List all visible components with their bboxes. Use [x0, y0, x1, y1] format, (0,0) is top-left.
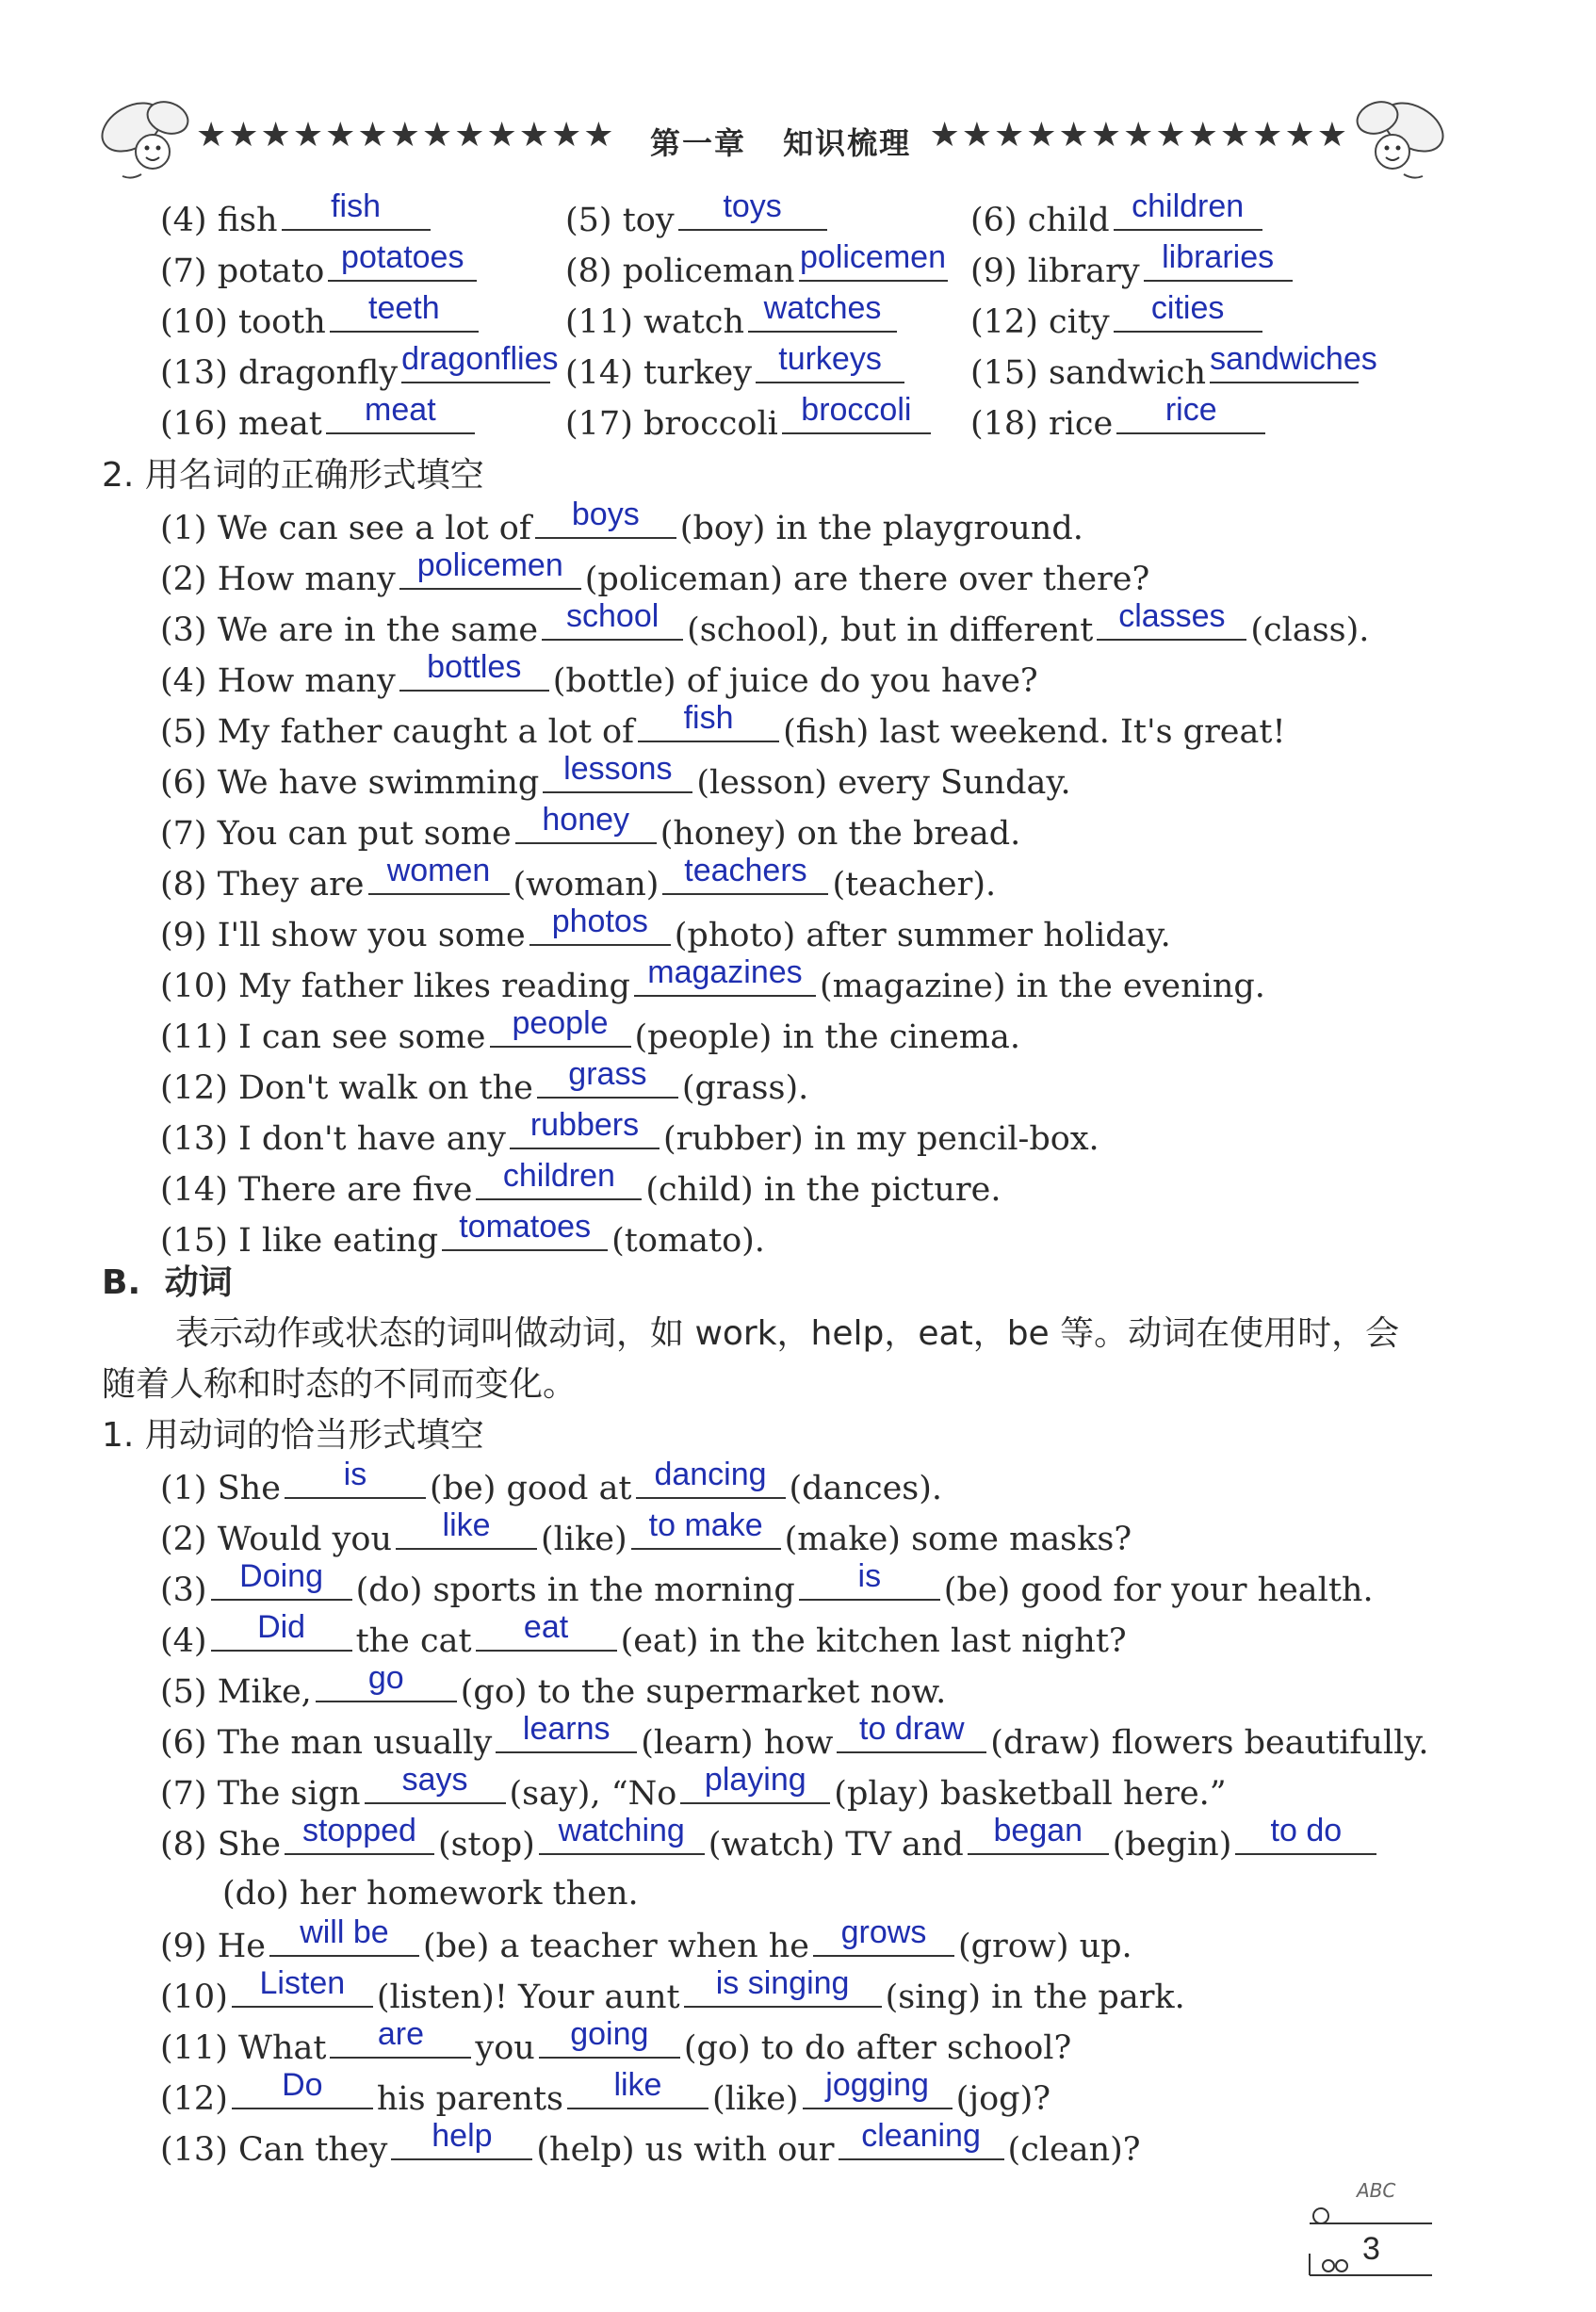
question-text: (grow) up. — [958, 1928, 1132, 1965]
question-text: (be) good at — [429, 1470, 632, 1507]
item-word: policeman — [622, 252, 795, 290]
answer-blank[interactable] — [316, 1660, 457, 1702]
question-text: you — [475, 2029, 535, 2067]
answer-blank[interactable] — [232, 2067, 373, 2109]
handwritten-answer: Do — [282, 2067, 323, 2103]
section-b-name: 动词 — [164, 1263, 233, 1302]
exercise-line — [160, 1005, 1020, 1061]
answer-blank[interactable] — [365, 1762, 506, 1804]
exercise-line — [160, 1711, 1429, 1767]
exercise-line — [160, 2016, 1072, 2072]
handwritten-answer: grass — [568, 1056, 647, 1092]
question-text: (listen)! Your aunt — [376, 1978, 680, 2016]
answer-blank[interactable] — [837, 1711, 986, 1753]
question-text — [970, 405, 1113, 443]
handwritten-answer: eat — [523, 1609, 569, 1645]
item-number: (11) — [565, 303, 633, 341]
item-word: dragonfly — [238, 354, 399, 392]
handwritten-answer: are — [377, 2016, 424, 2052]
handwritten-answer: Doing — [239, 1558, 323, 1594]
header-stars-right: ★★★★★★★★★★★★★ — [929, 116, 1349, 155]
plural-item — [565, 392, 935, 449]
question-text: (watch) TV and — [708, 1826, 964, 1864]
answer-blank[interactable] — [211, 1558, 352, 1601]
answer-blank[interactable] — [328, 239, 477, 282]
exercise-line — [160, 1507, 1132, 1563]
question-text: (boy) in the playground. — [679, 510, 1083, 547]
verb-intro-line-1: 表示动作或状态的词叫做动词，如 work，help，eat，be 等。动词在使用时，会 — [175, 1314, 1400, 1353]
question-text: (like) — [711, 2080, 799, 2118]
handwritten-answer: rubbers — [529, 1107, 640, 1143]
plural-item — [565, 188, 831, 246]
handwritten-answer: children — [502, 1158, 615, 1194]
question-text: (11) What — [160, 2029, 327, 2067]
handwritten-answer: rice — [1164, 392, 1217, 428]
answer-blank[interactable] — [537, 1056, 678, 1099]
question-text: (12) Don't walk on the — [160, 1069, 533, 1107]
plural-item — [160, 341, 559, 399]
question-text — [565, 202, 675, 239]
plural-item — [160, 290, 482, 348]
handwritten-answer: to do — [1270, 1813, 1343, 1848]
question-text: (11) I can see some — [160, 1018, 486, 1056]
item-number: (8) — [565, 252, 612, 290]
exercise-line — [160, 2067, 1050, 2123]
question-text: (like) — [541, 1521, 627, 1558]
answer-blank[interactable] — [1114, 188, 1262, 231]
section-2-title: 2. 用名词的正确形式填空 — [102, 456, 484, 495]
exercise-line — [160, 751, 1071, 806]
question-text: (class). — [1250, 611, 1370, 649]
question-text — [160, 354, 398, 392]
handwritten-answer: policemen — [800, 239, 946, 275]
handwritten-answer: broccoli — [801, 392, 912, 428]
question-text: (stop) — [437, 1826, 535, 1864]
answer-blank[interactable] — [539, 1813, 705, 1855]
answer-blank[interactable] — [543, 751, 692, 793]
answer-blank[interactable] — [756, 341, 904, 383]
handwritten-answer: teeth — [368, 290, 440, 326]
answer-blank[interactable] — [839, 2118, 1004, 2160]
item-number: (9) — [970, 252, 1018, 290]
handwritten-answer: school — [566, 598, 660, 634]
handwritten-answer: meat — [365, 392, 436, 428]
question-text: (do) her homework then. — [222, 1875, 639, 1913]
handwritten-answer: boys — [571, 497, 640, 532]
question-text — [970, 354, 1206, 392]
answer-blank[interactable] — [211, 1609, 352, 1652]
item-word: rice — [1049, 405, 1114, 443]
question-text — [160, 252, 324, 290]
question-text: (2) How many — [160, 561, 396, 598]
question-text: (8) They are — [160, 866, 365, 904]
handwritten-answer: dragonflies — [401, 341, 559, 377]
question-text: (woman) — [513, 866, 660, 904]
plural-item — [970, 341, 1377, 399]
exercise-line — [160, 853, 997, 908]
handwritten-answer: dancing — [654, 1457, 767, 1492]
answer-blank[interactable] — [535, 497, 676, 539]
answer-blank[interactable] — [285, 1457, 426, 1499]
answer-blank[interactable] — [631, 1507, 781, 1550]
exercise-line — [160, 1457, 943, 1512]
handwritten-answer: help — [432, 2118, 493, 2154]
handwritten-answer: stopped — [301, 1813, 416, 1848]
handwritten-answer: turkeys — [778, 341, 882, 377]
handwritten-answer: watching — [558, 1813, 685, 1848]
exercise-line — [160, 598, 1370, 654]
exercise-line — [160, 1107, 1099, 1163]
plural-item — [970, 290, 1266, 348]
exercise-line — [160, 904, 1171, 959]
question-text: (10) — [160, 1978, 228, 2016]
item-number: (6) — [970, 202, 1018, 239]
handwritten-answer: is singing — [715, 1965, 850, 2001]
question-text: (lesson) every Sunday. — [696, 764, 1071, 802]
handwritten-answer: grows — [840, 1914, 927, 1950]
question-text: (magazine) in the evening. — [819, 968, 1265, 1005]
question-text: (do) sports in the morning — [355, 1571, 795, 1609]
question-text: (3) We are in the same — [160, 611, 539, 649]
exercise-line — [160, 1609, 1127, 1665]
verb-intro-line-2: 随着人称和时态的不同而变化。 — [102, 1365, 578, 1404]
question-text: the cat — [355, 1622, 472, 1660]
page-number: 3 — [1362, 2231, 1380, 2267]
item-number: (13) — [160, 354, 228, 392]
question-text: (begin) — [1112, 1826, 1232, 1864]
item-number: (16) — [160, 405, 228, 443]
item-word: fish — [217, 202, 278, 239]
question-text: (5) My father caught a lot of — [160, 713, 635, 751]
question-text: (play) basketball here.” — [834, 1775, 1227, 1813]
exercise-line — [160, 1965, 1185, 2021]
chapter-title — [650, 120, 911, 163]
handwritten-answer: Listen — [259, 1965, 346, 2001]
question-text — [970, 202, 1110, 239]
question-text: (rubber) in my pencil-box. — [662, 1120, 1099, 1158]
item-word: sandwich — [1049, 354, 1207, 392]
bee-left-icon — [94, 90, 207, 184]
question-text: (go) to do after school? — [683, 2029, 1072, 2067]
handwritten-answer: learns — [522, 1711, 611, 1747]
item-word: tooth — [238, 303, 326, 341]
handwritten-answer: tomatoes — [459, 1209, 592, 1245]
page-header — [94, 90, 1451, 184]
item-word: child — [1027, 202, 1110, 239]
exercise-line — [160, 2118, 1141, 2174]
plural-item — [970, 392, 1269, 449]
corner-abc-text: ABC — [1357, 2179, 1396, 2202]
handwritten-answer: bottles — [427, 649, 522, 685]
item-word: library — [1027, 252, 1140, 290]
exercise-line — [160, 954, 1265, 1010]
header-stars-left: ★★★★★★★★★★★★★ — [196, 116, 616, 155]
handwritten-answer: classes — [1118, 598, 1226, 634]
question-text — [160, 405, 322, 443]
section-b-label: B. — [102, 1263, 141, 1302]
answer-blank[interactable] — [396, 1507, 537, 1550]
answer-blank[interactable] — [684, 1965, 882, 2008]
answer-blank[interactable] — [567, 2067, 708, 2109]
question-text — [970, 303, 1110, 341]
exercise-line — [160, 1209, 765, 1264]
answer-blank[interactable] — [539, 2016, 680, 2059]
question-text: (photo) after summer holiday. — [674, 917, 1171, 954]
answer-blank[interactable] — [282, 188, 431, 231]
question-text — [160, 303, 326, 341]
answer-blank[interactable] — [401, 341, 559, 383]
answer-blank[interactable] — [638, 700, 779, 742]
question-text: (grass). — [681, 1069, 809, 1107]
question-text: (1) We can see a lot of — [160, 510, 531, 547]
question-text: (eat) in the kitchen last night? — [620, 1622, 1127, 1660]
answer-blank[interactable] — [968, 1813, 1109, 1855]
answer-blank[interactable] — [1210, 341, 1377, 383]
answer-blank[interactable] — [799, 1558, 940, 1601]
question-text: (honey) on the bread. — [660, 815, 1021, 853]
plural-item — [565, 290, 901, 348]
bee-right-icon — [1338, 90, 1451, 184]
question-text: his parents — [376, 2080, 563, 2118]
plural-item — [970, 188, 1266, 246]
question-text: (6) The man usually — [160, 1724, 493, 1762]
item-number: (4) — [160, 202, 207, 239]
plural-item — [160, 188, 434, 246]
handwritten-answer: jogging — [825, 2067, 929, 2103]
question-text — [565, 303, 744, 341]
handwritten-answer: to make — [648, 1507, 763, 1543]
plural-item — [160, 239, 480, 297]
handwritten-answer: like — [613, 2067, 662, 2103]
question-text: (10) My father likes reading — [160, 968, 630, 1005]
handwritten-answer: toys — [723, 188, 782, 224]
item-number: (5) — [565, 202, 612, 239]
item-number: (15) — [970, 354, 1038, 392]
question-text — [565, 405, 778, 443]
exercise-line — [160, 497, 1083, 552]
item-word: meat — [238, 405, 322, 443]
item-number: (7) — [160, 252, 207, 290]
handwritten-answer: children — [1132, 188, 1245, 224]
item-word: watch — [643, 303, 745, 341]
question-text: (be) good for your health. — [943, 1571, 1374, 1609]
exercise-line — [160, 1558, 1374, 1614]
item-number: (10) — [160, 303, 228, 341]
answer-blank[interactable] — [285, 1813, 434, 1855]
handwritten-answer: policemen — [416, 547, 563, 583]
answer-blank[interactable] — [232, 1965, 373, 2008]
question-text: (7) You can put some — [160, 815, 512, 853]
chapter-label: 第一章 — [650, 125, 747, 161]
question-text: (go) to the supermarket now. — [460, 1673, 947, 1711]
question-text: (school), but in different — [687, 611, 1094, 649]
exercise-line — [160, 700, 1286, 756]
question-text: (4) How many — [160, 662, 396, 700]
question-text: (people) in the cinema. — [634, 1018, 1020, 1056]
handwritten-answer: playing — [704, 1762, 806, 1798]
question-text: (teacher). — [832, 866, 997, 904]
item-word: potato — [217, 252, 325, 290]
question-text: (7) The sign — [160, 1775, 361, 1813]
handwritten-answer: libraries — [1162, 239, 1275, 275]
exercise-line — [160, 1158, 1002, 1213]
handwritten-answer: is — [857, 1558, 882, 1594]
handwritten-answer: cleaning — [861, 2118, 981, 2154]
answer-blank[interactable] — [529, 904, 671, 946]
handwritten-answer: fish — [331, 188, 382, 224]
handwritten-answer: cities — [1150, 290, 1225, 326]
answer-blank[interactable] — [782, 392, 931, 434]
answer-blank[interactable] — [1116, 392, 1265, 434]
section-b-title — [102, 1258, 233, 1309]
handwritten-answer: fish — [683, 700, 734, 736]
handwritten-answer: began — [993, 1813, 1083, 1848]
question-text — [160, 202, 278, 239]
question-text — [565, 354, 752, 392]
answer-blank[interactable] — [813, 1914, 954, 1957]
answer-blank[interactable] — [269, 1914, 419, 1957]
handwritten-answer: is — [343, 1457, 367, 1492]
exercise-line — [222, 1868, 639, 1919]
handwritten-answer: potatoes — [341, 239, 464, 275]
answer-blank[interactable] — [391, 2118, 532, 2160]
question-text — [565, 252, 795, 290]
handwritten-answer: will be — [300, 1914, 389, 1950]
answer-blank[interactable] — [1097, 598, 1246, 641]
question-text: (bottle) of juice do you have? — [552, 662, 1038, 700]
answer-blank[interactable] — [662, 853, 828, 895]
answer-blank[interactable] — [490, 1005, 631, 1048]
question-text: (make) some masks? — [784, 1521, 1132, 1558]
question-text: (6) We have swimming — [160, 764, 540, 802]
handwritten-answer: Did — [257, 1609, 306, 1645]
handwritten-answer: people — [512, 1005, 609, 1041]
plural-item — [160, 392, 479, 449]
exercise-line — [160, 1914, 1132, 1970]
question-text: (fish) last weekend. It's great! — [783, 713, 1286, 751]
handwritten-answer: watches — [763, 290, 882, 326]
exercise-line — [160, 1660, 947, 1716]
answer-blank[interactable] — [680, 1762, 830, 1804]
question-text: (3) — [160, 1571, 207, 1609]
question-text: (9) He — [160, 1928, 266, 1965]
exercise-line — [160, 649, 1038, 705]
exercise-line — [160, 1056, 809, 1112]
question-text: (sing) in the park. — [885, 1978, 1185, 2016]
exercise-line — [160, 1762, 1227, 1817]
answer-blank[interactable] — [326, 392, 475, 434]
item-word: turkey — [643, 354, 753, 392]
answer-blank[interactable] — [799, 239, 948, 282]
handwritten-answer: sandwiches — [1210, 341, 1377, 377]
answer-blank[interactable] — [803, 2067, 953, 2109]
section-label: 知识梳理 — [783, 125, 912, 161]
question-text: (learn) how — [641, 1724, 834, 1762]
answer-blank[interactable] — [399, 649, 549, 692]
answer-blank[interactable] — [330, 2016, 471, 2059]
answer-blank[interactable] — [496, 1711, 637, 1753]
handwritten-answer: go — [367, 1660, 404, 1696]
handwritten-answer: women — [386, 853, 491, 888]
handwritten-answer: going — [570, 2016, 649, 2052]
question-text: (5) Mike, — [160, 1673, 312, 1711]
question-text: (tomato). — [611, 1222, 765, 1260]
question-text: (9) I'll show you some — [160, 917, 526, 954]
question-text: (15) I like eating — [160, 1222, 439, 1260]
item-number: (14) — [565, 354, 633, 392]
exercise-line — [160, 802, 1021, 857]
question-text: (4) — [160, 1622, 207, 1660]
question-text: (12) — [160, 2080, 228, 2118]
question-text: (help) us with our — [536, 2131, 835, 2169]
answer-blank[interactable] — [515, 802, 657, 844]
answer-blank[interactable] — [542, 598, 683, 641]
section-1-title: 1. 用动词的恰当形式填空 — [102, 1416, 484, 1455]
handwritten-answer: to draw — [859, 1711, 965, 1747]
plural-item — [565, 341, 908, 399]
question-text: (13) Can they — [160, 2131, 388, 2169]
exercise-line — [160, 547, 1150, 603]
question-text: (say), “No — [509, 1775, 677, 1813]
item-word: toy — [622, 202, 675, 239]
question-text: (2) Would you — [160, 1521, 393, 1558]
plural-item — [970, 239, 1296, 297]
answer-blank[interactable] — [1235, 1813, 1376, 1855]
question-text: (13) I don't have any — [160, 1120, 506, 1158]
question-text: (8) She — [160, 1826, 281, 1864]
item-word: city — [1049, 303, 1110, 341]
question-text — [970, 252, 1140, 290]
answer-blank[interactable] — [510, 1107, 660, 1149]
handwritten-answer: lessons — [563, 751, 673, 787]
answer-blank[interactable] — [748, 290, 897, 333]
handwritten-answer: magazines — [647, 954, 803, 990]
question-text: (dances). — [789, 1470, 943, 1507]
handwritten-answer: says — [401, 1762, 468, 1798]
answer-blank[interactable] — [636, 1457, 786, 1499]
question-text: (clean)? — [1007, 2131, 1141, 2169]
answer-blank[interactable] — [634, 954, 816, 997]
question-text: (policeman) are there over there? — [584, 561, 1150, 598]
plural-item — [565, 239, 952, 297]
question-text: (jog)? — [955, 2080, 1050, 2118]
handwritten-answer: like — [442, 1507, 491, 1543]
answer-blank[interactable] — [476, 1609, 617, 1652]
question-text: (1) She — [160, 1470, 281, 1507]
answer-blank[interactable] — [399, 547, 581, 590]
question-text: (be) a teacher when he — [422, 1928, 809, 1965]
exercise-line — [160, 1813, 1380, 1868]
item-word: broccoli — [643, 405, 778, 443]
question-text: (draw) flowers beautifully. — [990, 1724, 1429, 1762]
handwritten-answer: photos — [551, 904, 648, 939]
handwritten-answer: honey — [542, 802, 630, 838]
question-text: (child) in the picture. — [645, 1171, 1002, 1209]
item-number: (18) — [970, 405, 1038, 443]
answer-blank[interactable] — [442, 1209, 608, 1251]
answer-blank[interactable] — [330, 290, 479, 333]
handwritten-answer: teachers — [684, 853, 807, 888]
answer-blank[interactable] — [1144, 239, 1293, 282]
answer-blank[interactable] — [476, 1158, 642, 1200]
item-number: (17) — [565, 405, 633, 443]
answer-blank[interactable] — [678, 188, 827, 231]
question-text: (14) There are five — [160, 1171, 473, 1209]
item-number: (12) — [970, 303, 1038, 341]
answer-blank[interactable] — [368, 853, 510, 895]
answer-blank[interactable] — [1114, 290, 1262, 333]
